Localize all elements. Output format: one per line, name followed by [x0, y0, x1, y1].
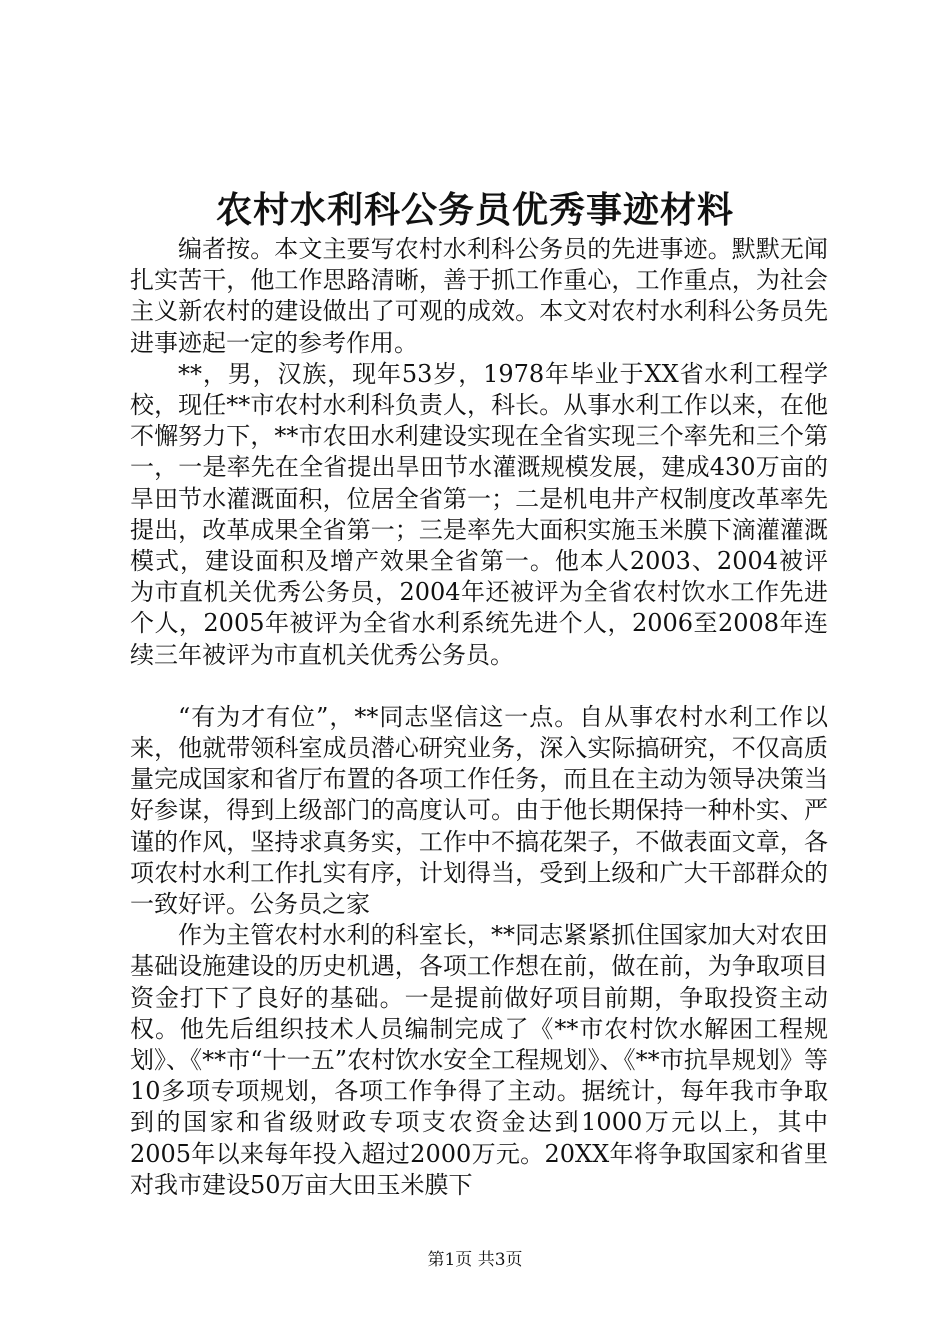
page-number-footer: 第1页 共3页 — [427, 1250, 523, 1270]
document-body — [130, 234, 828, 1201]
paragraph-editor-note: 编者按。本文主要写农村水利科公务员的先进事迹。默默无闻扎实苦干，他工作思路清晰，善于抓工作重心，工作重点，为社会主义新农村的建设做出了可观的成效。本文对农村水利科公务员先进事迹起一定的参考作用。 — [130, 235, 828, 357]
paragraph-biography: **，男，汉族，现年53岁，1978年毕业于XX省水利工程学校，现任**市农村水利科负责人，科长。从事水利工作以来，在他不懈努力下，**市农田水利建设实现在全省实现三个率先和三个第一，一是率先在全省提出旱田节水灌溉规模发展，建成430万亩的旱田节水灌溉面积，位居全省第一；二是机电井产权制度改革率先提出，改革成果全省第一；三是率先大面积实施玉米膜下滴灌灌溉模式，建设面积及增产效果全省第一。他本人2003、2004被评为市直机关优秀公务员，2004年还被评为全省农村饮水工作先进个人，2005年被评为全省水利系统先进个人，2006至2008年连续三年被评为市直机关优秀公务员。 — [130, 359, 828, 669]
paragraph-work-attitude: “有为才有位”，**同志坚信这一点。自从事农村水利工作以来，他就带领科室成员潜心研究业务，深入实际搞研究，不仅高质量完成国家和省厅布置的各项工作任务，而且在主动为领导决策当好参谋，得到上级部门的高度认可。由于他长期保持一种朴实、严谨的作风，坚持求真务实，工作中不搞花架子，不做表面文章，各项农村水利工作扎实有序，计划得当，受到上级和广大干部群众的一致好评。公务员之家 — [130, 702, 828, 919]
document-title: 农村水利科公务员优秀事迹材料 — [215, 189, 734, 231]
paragraph-project-funding: 作为主管农村水利的科室长，**同志紧紧抓住国家加大对农田基础设施建设的历史机遇，各项工作想在前，做在前，为争取项目资金打下了良好的基础。一是提前做好项目前期，争取投资主动权。他先后组织技术人员编制完成了《**市农村饮水解困工程规划》、《**市“十一五”农村饮水安全工程规划》、《**市抗旱规划》等10多项专项规划，各项工作争得了主动。据统计，每年我市争取到的国家和省级财政专项支农资金达到1000万元以上，其中2005年以来每年投入超过2000万元。20XX年将争取国家和省里对我市建设50万亩大田玉米膜下 — [130, 921, 828, 1199]
